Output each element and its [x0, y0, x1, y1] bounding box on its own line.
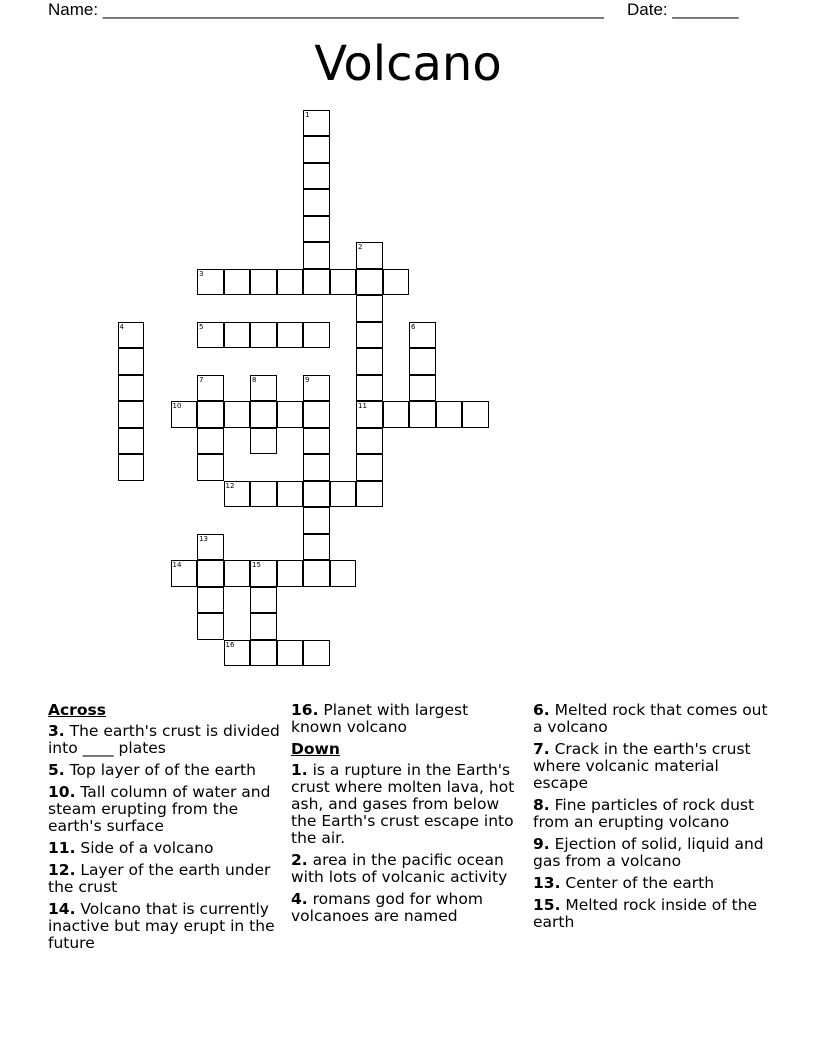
grid-cell[interactable]: [277, 269, 304, 296]
grid-cell[interactable]: [224, 401, 251, 428]
clue-item: [291, 852, 523, 886]
grid-cell[interactable]: [303, 507, 330, 534]
grid-cell[interactable]: [303, 110, 330, 137]
grid-cell[interactable]: [303, 428, 330, 455]
cell-number: 1: [305, 110, 310, 119]
grid-cell[interactable]: [356, 295, 383, 322]
grid-cell[interactable]: [356, 348, 383, 375]
grid-cell[interactable]: [250, 481, 277, 508]
grid-cell[interactable]: [197, 454, 224, 481]
cell-number: 6: [411, 322, 416, 331]
clue-item: [48, 901, 280, 952]
cell-number: 12: [225, 481, 235, 490]
clue-item: [291, 702, 523, 736]
cell-number: 7: [199, 375, 204, 384]
grid-cell[interactable]: [224, 560, 251, 587]
clue-item: [533, 741, 773, 792]
grid-cell[interactable]: [197, 560, 224, 587]
clue-text: Tall column of water and steam erupting from the earth's surface: [48, 783, 271, 835]
clue-number: 15.: [533, 896, 561, 914]
grid-cell[interactable]: [118, 454, 145, 481]
grid-cell[interactable]: [303, 375, 330, 402]
grid-cell[interactable]: [250, 587, 277, 614]
grid-cell[interactable]: [409, 401, 436, 428]
grid-cell[interactable]: [250, 401, 277, 428]
grid-cell[interactable]: [197, 375, 224, 402]
grid-cell[interactable]: [250, 613, 277, 640]
grid-cell[interactable]: [356, 481, 383, 508]
clue-item: [291, 891, 523, 925]
grid-cell[interactable]: [250, 375, 277, 402]
cell-number: 15: [252, 561, 261, 569]
name-blank[interactable]: _____________________________________________________: [102, 0, 604, 19]
grid-cell[interactable]: [277, 640, 304, 667]
clue-item: [533, 702, 773, 736]
grid-cell[interactable]: [356, 375, 383, 402]
grid-cell[interactable]: [303, 640, 330, 667]
grid-cell[interactable]: [303, 401, 330, 428]
grid-cell[interactable]: [356, 269, 383, 296]
grid-cell[interactable]: [303, 454, 330, 481]
clue-text: Fine particles of rock dust from an erupting volcano: [533, 796, 755, 831]
clue-text: is a rupture in the Earth's crust where molten lava, hot ash, and gases from below the Earth's crust escape into the air.: [291, 761, 515, 847]
clue-number: 14.: [48, 900, 76, 918]
cell-number: 8: [252, 375, 257, 384]
grid-cell[interactable]: [224, 269, 251, 296]
grid-cell[interactable]: [303, 216, 330, 243]
clue-text: Planet with largest known volcano: [291, 701, 469, 736]
clue-item: [48, 840, 280, 857]
clue-item: [48, 762, 280, 779]
cell-number: 16: [225, 640, 235, 649]
across-clue-list-continued: [291, 702, 523, 736]
down-heading: Down: [291, 740, 340, 758]
clue-text: area in the pacific ocean with lots of volcanic activity: [291, 851, 508, 886]
clue-number: 12.: [48, 861, 76, 879]
clue-text: Melted rock that comes out a volcano: [533, 701, 768, 736]
clue-text: Side of a volcano: [75, 839, 214, 857]
grid-cell[interactable]: [303, 242, 330, 269]
grid-cell[interactable]: [277, 560, 304, 587]
clue-text: romans god for whom volcanoes are named: [291, 890, 483, 925]
clue-text: Center of the earth: [560, 874, 715, 892]
cell-number: 13: [199, 534, 208, 543]
clue-number: 8.: [533, 796, 550, 814]
clue-number: 13.: [533, 874, 561, 892]
grid-cell[interactable]: [303, 163, 330, 190]
grid-cell[interactable]: [303, 136, 330, 163]
clue-item: [48, 723, 280, 757]
cell-number: 11: [358, 402, 367, 410]
grid-cell[interactable]: [356, 454, 383, 481]
grid-cell[interactable]: [409, 375, 436, 402]
grid-cell[interactable]: [409, 322, 436, 349]
grid-cell[interactable]: [303, 189, 330, 216]
across-clue-list: [48, 723, 280, 952]
grid-cell[interactable]: [303, 560, 330, 587]
cell-number: 5: [199, 322, 204, 331]
grid-cell[interactable]: [224, 640, 251, 667]
clue-text: The earth's crust is divided into ____ plates: [48, 722, 280, 757]
clues-column-3: [533, 702, 773, 936]
grid-cell[interactable]: [171, 401, 198, 428]
clue-number: 2.: [291, 851, 308, 869]
grid-cell[interactable]: [224, 481, 251, 508]
clue-text: Melted rock inside of the earth: [533, 896, 758, 931]
clue-number: 7.: [533, 740, 550, 758]
grid-cell[interactable]: [197, 428, 224, 455]
grid-cell[interactable]: [409, 348, 436, 375]
cell-number: 4: [119, 322, 124, 331]
clue-number: 5.: [48, 761, 65, 779]
grid-cell[interactable]: [330, 560, 357, 587]
grid-cell[interactable]: [277, 401, 304, 428]
grid-cell[interactable]: [330, 481, 357, 508]
cell-number: 10: [172, 402, 182, 410]
clue-item: [533, 897, 773, 931]
name-label: Name:: [48, 0, 103, 19]
clue-number: 1.: [291, 761, 308, 779]
grid-cell[interactable]: [197, 534, 224, 561]
grid-cell[interactable]: [356, 242, 383, 269]
grid-cell[interactable]: [303, 534, 330, 561]
clue-number: 16.: [291, 701, 319, 719]
grid-cell[interactable]: [356, 428, 383, 455]
grid-cell[interactable]: [118, 322, 145, 349]
grid-cell[interactable]: [303, 481, 330, 508]
grid-cell[interactable]: [250, 269, 277, 296]
grid-cell[interactable]: [118, 401, 145, 428]
grid-cell[interactable]: [118, 348, 145, 375]
grid-cell[interactable]: [303, 269, 330, 296]
grid-cell[interactable]: [436, 401, 463, 428]
page-title: Volcano: [314, 36, 502, 92]
date-label: Date:: [627, 0, 673, 19]
grid-cell[interactable]: [197, 322, 224, 349]
grid-cell[interactable]: [356, 401, 383, 428]
grid-cell[interactable]: [118, 375, 145, 402]
clue-item: [533, 836, 773, 870]
clue-text: Top layer of of the earth: [64, 761, 256, 779]
grid-cell[interactable]: [383, 401, 410, 428]
grid-cell[interactable]: [197, 401, 224, 428]
clue-number: 9.: [533, 835, 550, 853]
clue-text: Volcano that is currently inactive but may erupt in the future: [48, 900, 275, 952]
down-clue-list: [291, 762, 523, 925]
grid-cell[interactable]: [277, 322, 304, 349]
clue-text: Crack in the earth's crust where volcanic material escape: [533, 740, 751, 792]
grid-cell[interactable]: [250, 560, 277, 587]
grid-cell[interactable]: [250, 428, 277, 455]
grid-cell[interactable]: [383, 269, 410, 296]
cell-number: 3: [199, 269, 204, 278]
clue-item: [48, 784, 280, 835]
grid-cell[interactable]: [250, 640, 277, 667]
clue-number: 6.: [533, 701, 550, 719]
clue-text: Layer of the earth under the crust: [48, 861, 271, 896]
cell-number: 9: [305, 375, 310, 384]
grid-cell[interactable]: [303, 322, 330, 349]
cell-number: 14: [172, 561, 182, 569]
clue-item: [291, 762, 523, 847]
grid-cell[interactable]: [356, 322, 383, 349]
clue-number: 11.: [48, 839, 76, 857]
clue-item: [533, 797, 773, 831]
clue-number: 4.: [291, 890, 308, 908]
clues-column-2: [291, 702, 523, 930]
clue-number: 3.: [48, 722, 65, 740]
grid-cell[interactable]: [250, 322, 277, 349]
grid-cell[interactable]: [224, 322, 251, 349]
grid-cell[interactable]: [462, 401, 489, 428]
grid-cell[interactable]: [171, 560, 198, 587]
grid-cell[interactable]: [197, 269, 224, 296]
grid-cell[interactable]: [197, 613, 224, 640]
grid-cell[interactable]: [118, 428, 145, 455]
grid-cell[interactable]: [330, 269, 357, 296]
cell-number: 2: [358, 243, 363, 251]
clue-text: Ejection of solid, liquid and gas from a volcano: [533, 835, 764, 870]
across-heading: Across: [48, 701, 106, 719]
down-clue-list-continued: [533, 702, 773, 931]
clue-number: 10.: [48, 783, 76, 801]
clue-item: [48, 862, 280, 896]
grid-cell[interactable]: [277, 481, 304, 508]
date-blank[interactable]: _______: [672, 0, 739, 19]
grid-cell[interactable]: [197, 587, 224, 614]
clues-column-1: [48, 702, 280, 957]
clue-item: [533, 875, 773, 892]
